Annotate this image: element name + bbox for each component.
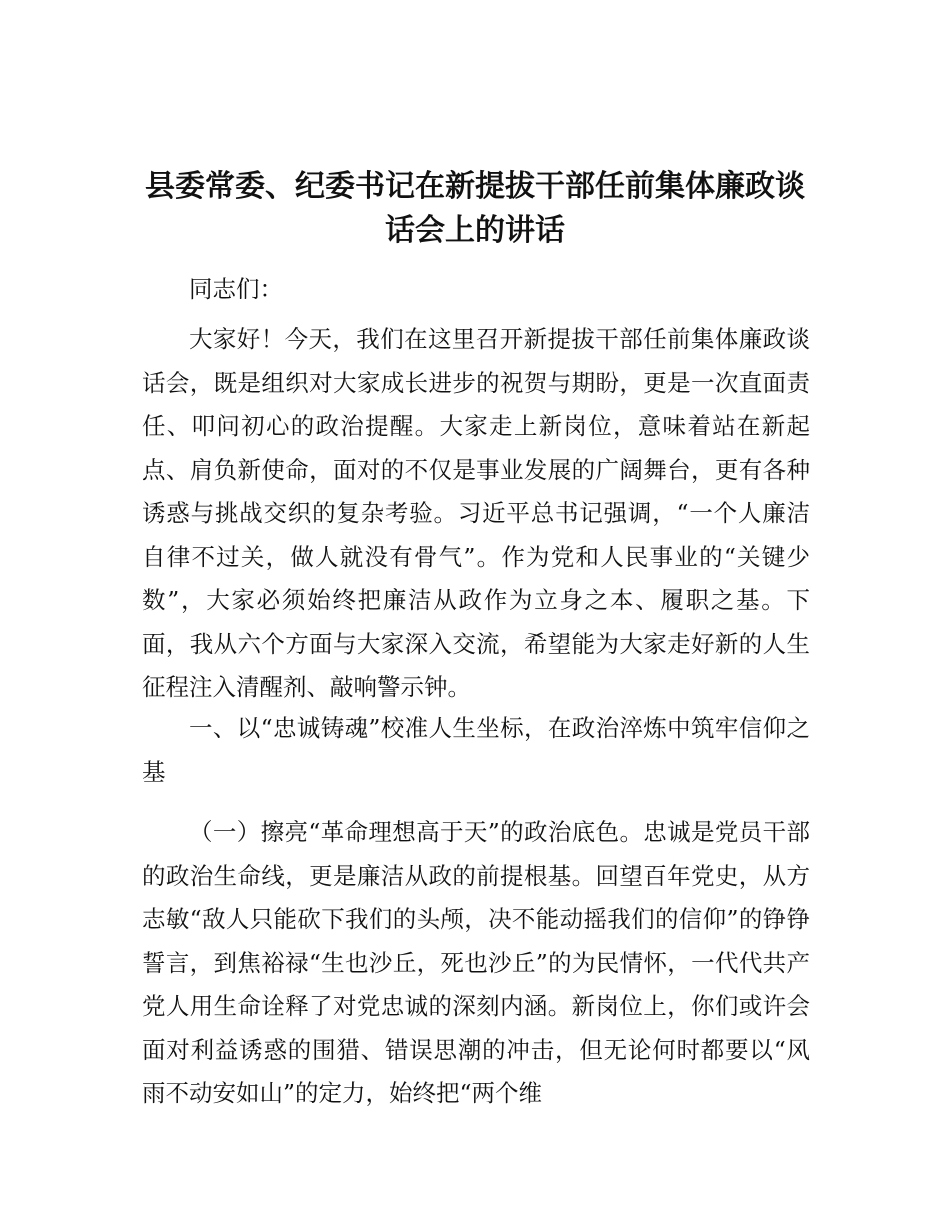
- salutation: 同志们：: [189, 275, 283, 303]
- section-heading-1: 一、以“忠诚铸魂”校准人生坐标，在政治淬炼中筑牢信仰之基: [142, 714, 810, 786]
- paragraph-opening: 大家好！今天，我们在这里召开新提拔干部任前集体廉政谈话会，既是组织对大家成长进步的祝贺与期盼，更是一次直面责任、叩问初心的政治提醒。大家走上新岗位，意味着站在新起点、肩负新使命，面对的不仅是事业发展的广阔舞台，更有各种诱惑与挑战交织的复杂考验。习近平总书记强调，“一个人廉洁自律不过关，做人就没有骨气”。作为党和人民事业的“关键少数”，大家必须始终把廉洁从政作为立身之本、履职之基。下面，我从六个方面与大家深入交流，希望能为大家走好新的人生征程注入清醒剂、敲响警示钟。: [142, 325, 810, 701]
- document-title: 县委常委、纪委书记在新提拔干部任前集体廉政谈话会上的讲话: [145, 169, 805, 248]
- paragraph-section-1-1: （一）擦亮“革命理想高于天”的政治底色。忠诚是党员干部的政治生命线，更是廉洁从政的前提根基。回望百年党史，从方志敏“敌人只能砍下我们的头颅，决不能动摇我们的信仰”的铮铮誓言，到焦裕禄“生也沙丘，死也沙丘”的为民情怀，一代代共产党人用生命诠释了对党忠诚的深刻内涵。新岗位上，你们或许会面对利益诱惑的围猎、错误思潮的冲击，但无论何时都要以“风雨不动安如山”的定力，始终把“两个维: [142, 818, 810, 1107]
